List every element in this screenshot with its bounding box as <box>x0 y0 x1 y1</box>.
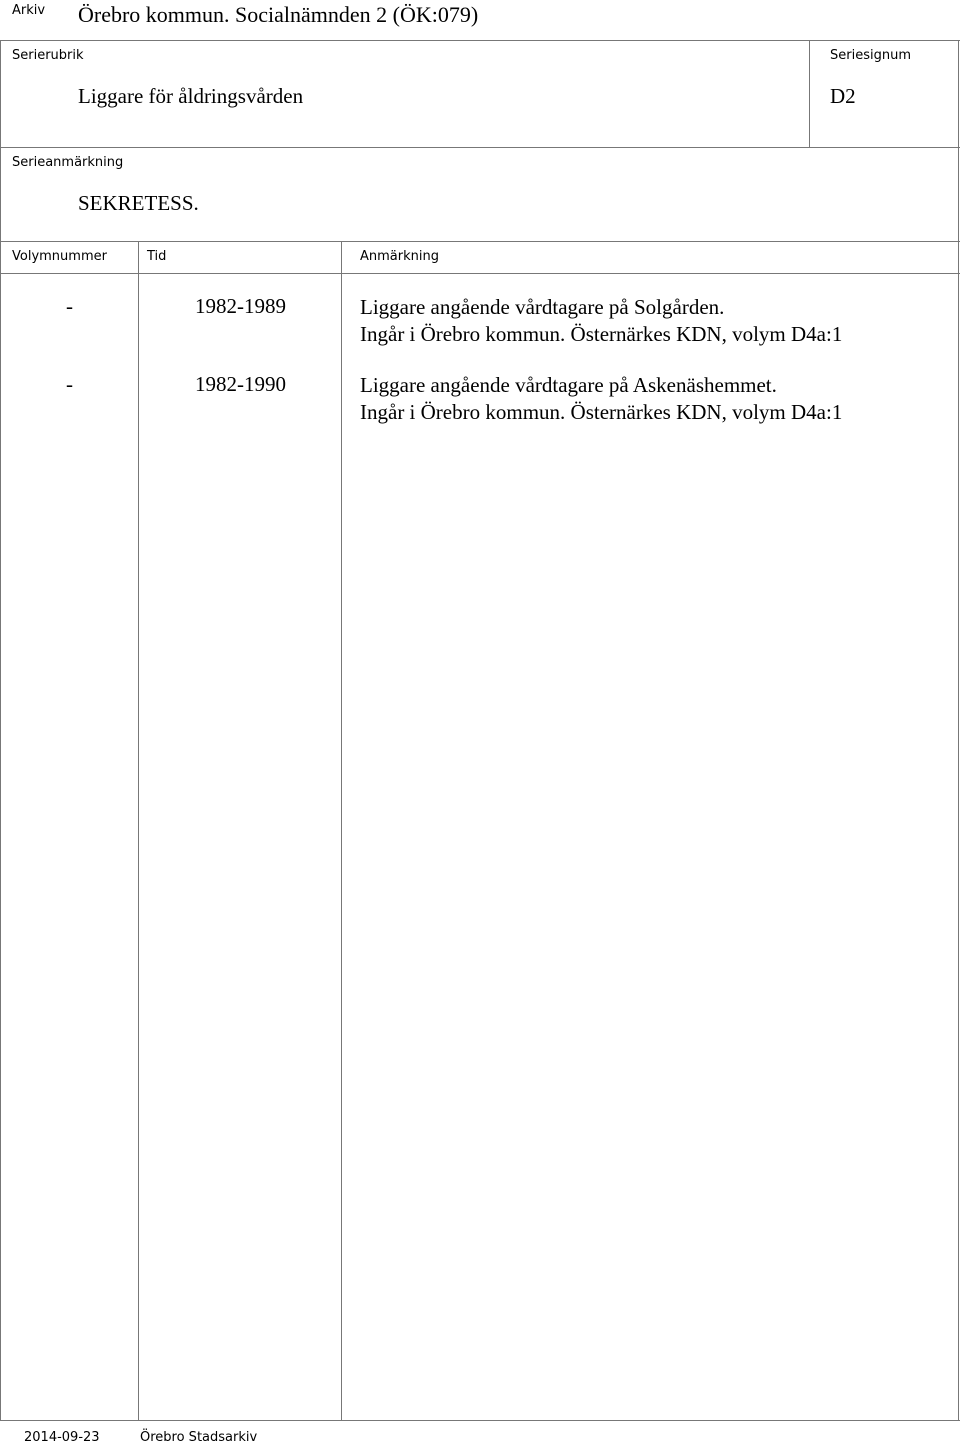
volym-number: - <box>66 294 73 318</box>
frame-bottom <box>0 1420 960 1421</box>
column-divider-1 <box>138 241 139 1421</box>
column-header-anmarkning: Anmärkning <box>360 249 439 264</box>
seriesignum-label: Seriesignum <box>830 48 911 63</box>
anmarkning-line: Liggare angående vårdtagare på Solgården. <box>360 295 725 319</box>
frame-right <box>958 40 959 1421</box>
column-header-tid: Tid <box>147 249 167 264</box>
serierubrik-label: Serierubrik <box>12 48 84 63</box>
table-header-line <box>0 273 960 274</box>
tid-value: 1982-1989 <box>195 294 286 318</box>
anmarkning-line: Ingår i Örebro kommun. Östernärkes KDN, volym D4a:1 <box>360 400 843 424</box>
column-divider-2 <box>341 241 342 1421</box>
anmarkning-line: Ingår i Örebro kommun. Östernärkes KDN, volym D4a:1 <box>360 322 843 346</box>
signum-divider <box>809 40 810 148</box>
serierubrik-value: Liggare för åldringsvården <box>78 84 304 108</box>
serieanmarkning-value: SEKRETESS. <box>78 191 199 215</box>
arkiv-label: Arkiv <box>12 3 46 18</box>
header-divider <box>0 40 960 41</box>
serieanmarkning-label: Serieanmärkning <box>12 155 124 170</box>
seriesignum-value: D2 <box>830 84 856 108</box>
arkiv-title: Örebro kommun. Socialnämnden 2 (ÖK:079) <box>78 2 479 27</box>
frame-left <box>0 40 1 1421</box>
anmarkning-text <box>360 294 842 348</box>
tid-value: 1982-1990 <box>195 372 286 396</box>
volym-number: - <box>66 372 73 396</box>
anmarkning-text <box>360 372 842 426</box>
footer-archive: Örebro Stadsarkiv <box>140 1430 258 1445</box>
anmarkning-bottom-line <box>0 241 960 242</box>
column-header-volymnummer: Volymnummer <box>12 249 107 264</box>
rubrik-bottom-line <box>0 147 960 148</box>
footer-date: 2014-09-23 <box>24 1430 100 1445</box>
anmarkning-line: Liggare angående vårdtagare på Askenäshemmet. <box>360 373 777 397</box>
